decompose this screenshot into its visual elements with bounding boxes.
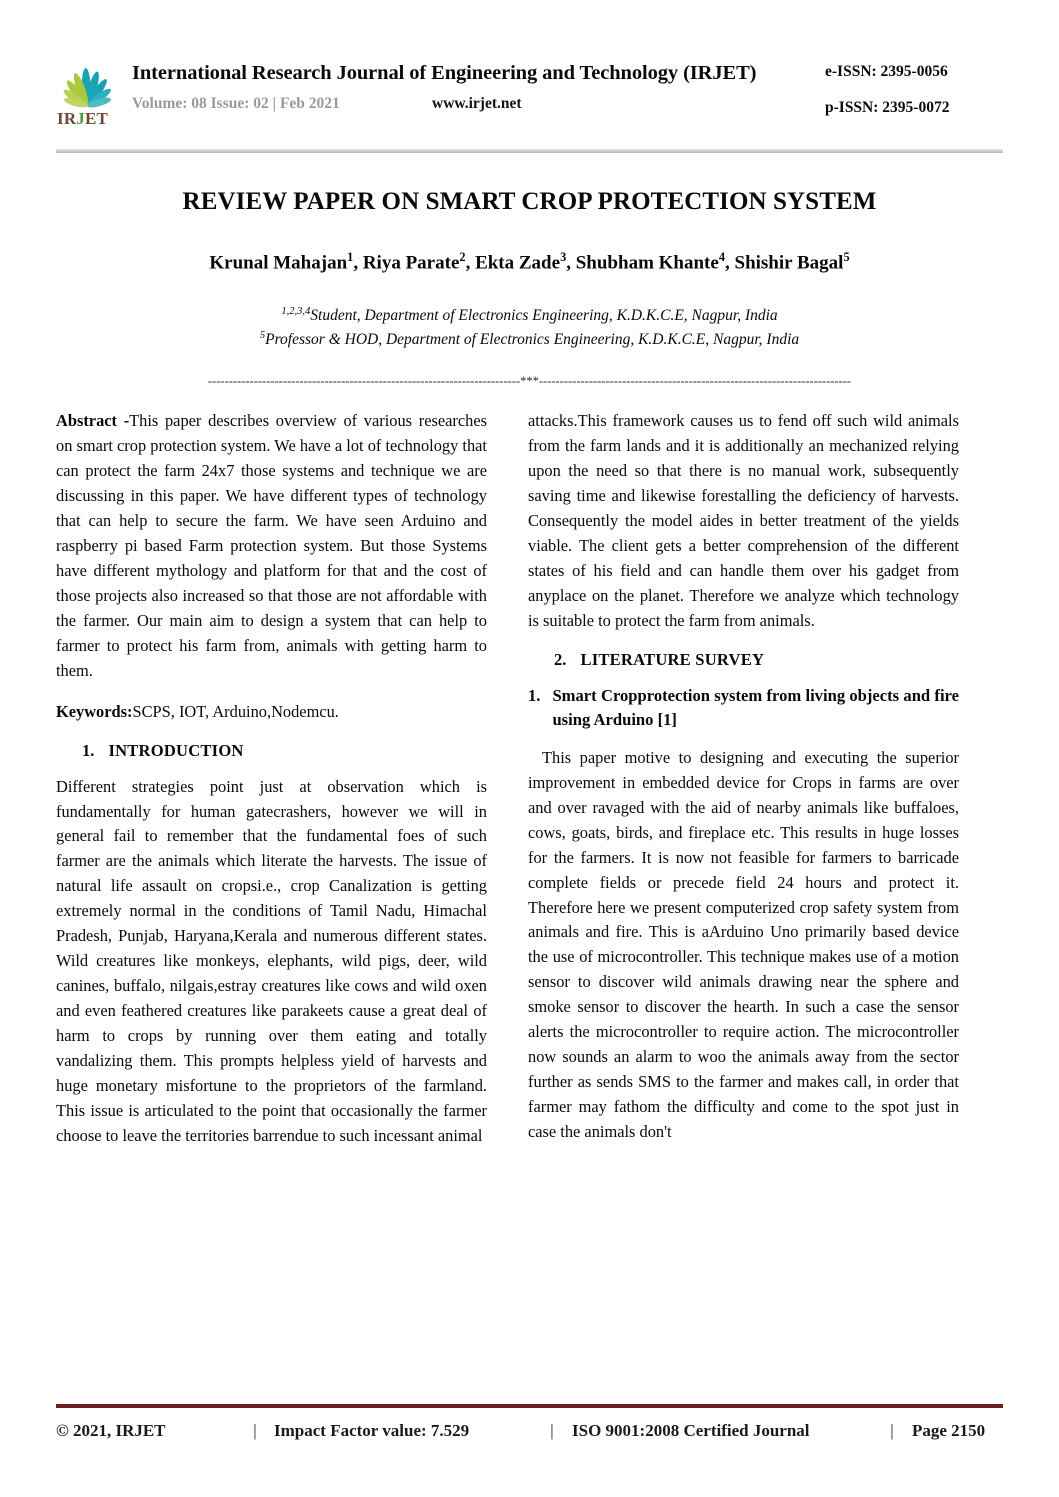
logo-word-pre: IR: [57, 109, 77, 128]
introduction-paragraph: Different strategies point just at observation which is fundamentally for human gatecrashers, however we will in general fail to remember that the fundamental foes of such farmer are the animals which literate the harvests. The issue of natural life assault on cropsi.e., crop Canalization is getting extremely normal in the conditions of Tamil Nadu, Himachal Pradesh, Punjab, Haryana,Kerala and numerous different states. Wild creatures like monkeys, elephants, wild pigs, deer, wild canines, buffalo, nilgais,estray creatures like cows and wild oxen and even feathered creatures like parakeets cause a great deal of harm to crops by running over them eating and totally vandalizing them. This prompts helpless yield of harvests and huge monetary misfortune to the proprietors of the farmland. This issue is articulated to the point that occasionally the farmer choose to leave the territories barrendue to such incessant animal: [56, 776, 487, 1145]
footer-separator-2: |: [550, 1421, 554, 1440]
logo-word-post: ET: [85, 109, 109, 128]
section-heading-literature-survey: [528, 650, 959, 670]
footer-divider: [56, 1404, 1003, 1408]
footer-row: [56, 1421, 1003, 1441]
journal-title: International Research Journal of Engineering and Technology (IRJET): [132, 62, 757, 84]
affiliation-2-text: Professor & HOD, Department of Electronics Engineering, K.D.K.C.E, Nagpur, India: [265, 331, 800, 349]
logo-wordmark: [57, 110, 122, 127]
subsection-heading-1: [528, 684, 959, 732]
section-number: 1.: [82, 740, 95, 760]
volume-issue-date: Volume: 08 Issue: 02 | Feb 2021: [132, 94, 340, 112]
leaf-fan-icon: [56, 62, 118, 108]
issn-block: [825, 60, 1003, 115]
journal-website[interactable]: www.irjet.net: [432, 94, 522, 112]
affiliation-2-sup: 5: [259, 330, 266, 342]
page-footer: [56, 1404, 1003, 1441]
abstract-paragraph: [56, 409, 487, 683]
intro-continuation-paragraph: attacks.This framework causes us to fend off such wild animals from the farm lands and it is additionally an mechanized relying upon the need so that there is no manual work, subsequently saving time and likewise forestalling the deficiency of harvests. Consequently the model aides in better treatment of the yields viable. The client gets a better comprehension of the different states of his field and can handle them over his gadget from anyplace on the planet. Therefore we analyze which technology is suitable to protect the farm from animals.: [528, 411, 959, 630]
author-sep-4: ,: [725, 252, 735, 274]
author-sep-1: ,: [353, 252, 363, 274]
footer-copyright: © 2021, IRJET: [56, 1421, 166, 1440]
author-2-name: Riya Parate: [362, 252, 460, 274]
affiliations: [56, 304, 1003, 352]
volume-line: [132, 95, 825, 113]
author-3-name: Ekta Zade: [475, 252, 561, 274]
author-4-name: Shubham Khante: [575, 252, 719, 274]
section-title: INTRODUCTION: [108, 740, 244, 760]
author-list: [56, 249, 1003, 276]
masthead-text-block: [132, 60, 825, 113]
author-2-sup: 2: [459, 250, 466, 264]
author-1-sup: 1: [347, 250, 354, 264]
e-issn: e-ISSN: 2395-0056: [825, 63, 948, 80]
irjet-logo: [56, 60, 122, 127]
affiliation-1-text: Student, Department of Electronics Engineering, K.D.K.C.E, Nagpur, India: [310, 307, 778, 325]
keywords-text: SCPS, IOT, Arduino,Nodemcu.: [132, 701, 339, 721]
section-separator: ---------------------------------------------------------------------------***---------------------------------------------------------------------------: [207, 374, 852, 389]
keywords-paragraph: [56, 700, 487, 725]
body-columns: [56, 409, 1003, 1394]
section-title: LITERATURE SURVEY: [580, 649, 765, 669]
author-5-sup: 5: [843, 250, 850, 264]
keywords-label: Keywords:: [56, 701, 133, 721]
affiliation-line-1: [56, 304, 1003, 328]
abstract-label: Abstract -: [56, 411, 130, 431]
section-heading-introduction: [56, 741, 487, 761]
footer-separator-3: |: [890, 1421, 894, 1440]
p-issn: p-ISSN: 2395-0072: [825, 98, 950, 116]
affiliation-line-2: [56, 328, 1003, 352]
right-column: [528, 409, 959, 1394]
section-number: 2.: [554, 649, 567, 669]
author-sep-3: ,: [566, 252, 576, 274]
abstract-text: This paper describes overview of various researches on smart crop protection system. We have a lot of technology that can protect the farm 24x7 those systems and technique we are discussing in this paper. We have different types of technology that can help to secure the farm. We have seen Arduino and raspberry pi based Farm protection system. But those Systems have different mythology and platform for that and the cost of those projects also increased so that those are not affordable with the farmer. Our main aim to design a system that can help to farmer to protect his farm from, animals with getting harm to them.: [56, 411, 487, 680]
page-title: REVIEW PAPER ON SMART CROP PROTECTION SYSTEM: [182, 188, 877, 215]
footer-impact-factor: Impact Factor value: 7.529: [274, 1421, 470, 1440]
author-5-name: Shishir Bagal: [734, 252, 844, 274]
journal-masthead: [56, 0, 1003, 140]
footer-certification: ISO 9001:2008 Certified Journal: [572, 1421, 810, 1440]
subsection-title: Smart Cropprotection system from living objects and fire using Arduino [1]: [552, 685, 959, 729]
footer-page-number: Page 2150: [912, 1421, 986, 1440]
author-sep-2: ,: [465, 252, 476, 274]
header-divider: [56, 149, 1003, 153]
author-4-sup: 4: [718, 250, 725, 264]
logo-word-j: J: [76, 109, 85, 128]
author-1-name: Krunal Mahajan: [209, 252, 348, 274]
left-column: [56, 409, 487, 1394]
subsection-1-paragraph: This paper motive to designing and executing the superior improvement in embedded device for Crops in farms are over and over ravaged with the aid of nearby animals like buffaloes, cows, goats, birds, and fireplace etc. This results in huge losses for the farmers. It is now not feasible for farmers to barricade complete fields or precede field 24 hours and protect it. Therefore here we present computerized crop safety system from animals and fire. This is aArduino Uno primarily based device the use of microcontroller. This technique makes use of a motion sensor to discover wild animals drawing near the sphere and smoke sensor to discover the hearth. In such a case the sensor alerts the microcontroller to require action. The microcontroller now sounds an alarm to woo the animals away from the sector further as sends SMS to the farmer and makes call, in order that farmer may fathom the difficulty and come to the spot just in case the animals don't: [528, 747, 959, 1141]
affiliation-1-sup: 1,2,3,4: [281, 306, 311, 318]
author-3-sup: 3: [560, 250, 567, 264]
footer-separator-1: |: [253, 1421, 257, 1440]
subsection-number: 1.: [528, 685, 541, 705]
